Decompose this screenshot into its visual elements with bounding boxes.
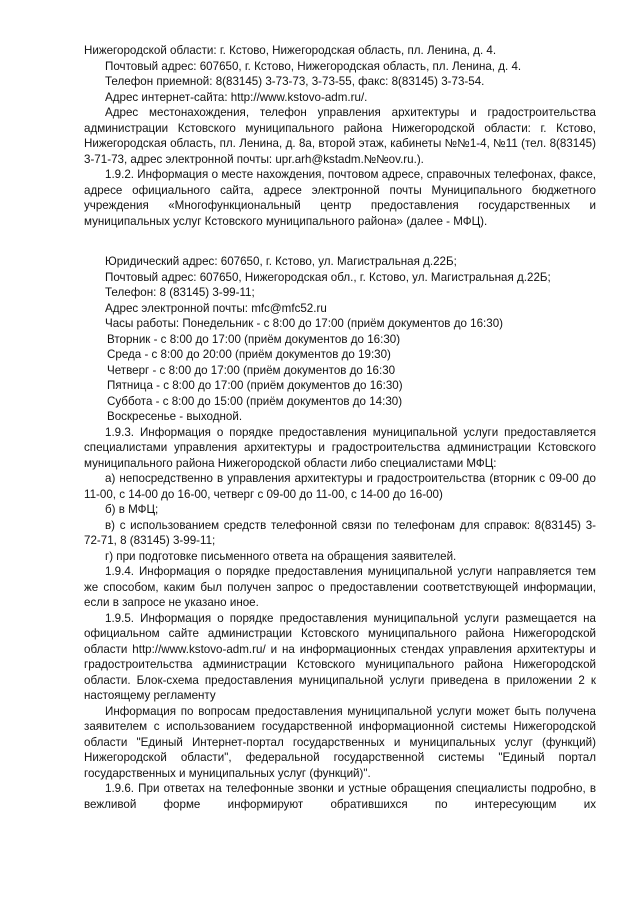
hours-friday: Пятница - с 8:00 до 17:00 (приём документов до 16:30)	[107, 379, 403, 392]
text-line: Адрес интернет-сайта: http://www.kstovo-adm.ru/.	[105, 90, 368, 104]
postal-address: Почтовый адрес: 607650, Нижегородская обл., г. Кстово, ул. Магистральная д.22Б;	[105, 270, 551, 284]
paragraph-architecture-address: Адрес местонахождения, телефон управления архитектуры и градостроительства администрации Кстовского муниципального района Нижегородской области: г. Кстово, Нижегородская область, пл. Ленина, д. 8а, второй этаж, кабинеты №№1-4, №11 (тел. 8(83145) 3-71-73, адрес электронной почты: upr.arh@kstadm.№№ov.ru.).	[84, 106, 596, 166]
list-item-g: г) при подготовке письменного ответа на обращения заявителей.	[105, 549, 457, 563]
text-line: Телефон приемной: 8(83145) 3-73-73, 3-73-55, факс: 8(83145) 3-73-54.	[105, 75, 485, 88]
working-hours: Часы работы: Понедельник - с 8:00 до 17:00 (приём документов до 16:30)	[105, 317, 503, 330]
paragraph-1-9-3: 1.9.3. Информация о порядке предоставления муниципальной услуги предоставляется специалистами управления архитектуры и градостроительства администрации Кстовского муниципального района Нижегородской области либо специалистами МФЦ:	[84, 425, 596, 470]
paragraph-1-9-6: 1.9.6. При ответах на телефонные звонки и устные обращения специалисты подробно, в вежливой форме информируют обратившихся по интересующим их	[84, 782, 596, 811]
text-line: Почтовый адрес: 607650, г. Кстово, Нижегородская область, пл. Ленина, д. 4.	[105, 59, 522, 73]
spacer	[84, 229, 596, 254]
hours-wednesday: Среда - с 8:00 до 20:00 (приём документов до 19:30)	[107, 348, 391, 361]
paragraph-1-9-5: 1.9.5. Информация о порядке предоставления муниципальной услуги размещается на официальном сайте администрации Кстовского муниципального района Нижегородской области http://www.kstovo-adm.ru/ и на информационных стендах управления архитектуры и градостроительства администрации Кстовского муниципального района Нижегородской области. Блок-схема предоставления муниципальной услуги приведена в приложении 2 к настоящему регламенту	[84, 611, 596, 702]
list-item-v: в) с использованием средств телефонной связи по телефонам для справок: 8(83145) 3-72-71, 8 (83145) 3-99-11;	[84, 518, 596, 547]
legal-address: Юридический адрес: 607650, г. Кстово, ул. Магистральная д.22Б;	[105, 255, 457, 268]
text-line: Нижегородской области: г. Кстово, Нижегородская область, пл. Ленина, д. 4.	[84, 44, 497, 57]
paragraph-info-portal: Информация по вопросам предоставления муниципальной услуги может быть получена заявителем с использованием государственной информационной системы Нижегородской области "Единый Интернет-портал государственных и муниципальных услуг (функций) Нижегородской области", федеральной государственной системы "Единый портал государственных и муниципальных услуг (функций)".	[84, 704, 596, 780]
list-item-b: б) в МФЦ;	[105, 503, 159, 516]
list-item-a: а) непосредственно в управления архитектуры и градостроительства (вторник с 09-00 до 11-00, с 14-00 до 16-00, четверг с 09-00 до 11-00, с 14-00 до 16-00)	[84, 472, 596, 501]
paragraph-1-9-4: 1.9.4. Информация о порядке предоставления муниципальной услуги направляется тем же способом, каким был получен запрос о предоставлении соответствующей информации, если в запросе не указано иное.	[84, 565, 596, 609]
mfc-email: Адрес электронной почты: mfc@mfc52.ru	[105, 301, 327, 315]
document-page	[84, 43, 596, 812]
hours-sunday: Воскресенье - выходной.	[107, 410, 243, 423]
hours-saturday: Суббота - с 8:00 до 15:00 (приём документов до 14:30)	[107, 394, 403, 408]
paragraph-1-9-2: 1.9.2. Информация о месте нахождения, почтовом адресе, справочных телефонах, факсе, адресе официального сайта, адресе электронной почты Муниципального бюджетного учреждения «Многофункциональный центр предоставления государственных и муниципальных услуг Кстовского муниципального района» (далее - МФЦ).	[84, 168, 596, 228]
hours-tuesday: Вторник - с 8:00 до 17:00 (приём документов до 16:30)	[107, 332, 401, 346]
hours-thursday: Четверг - с 8:00 до 17:00 (приём документов до 16:30	[107, 363, 396, 377]
mfc-phone: Телефон: 8 (83145) 3-99-11;	[105, 286, 255, 299]
